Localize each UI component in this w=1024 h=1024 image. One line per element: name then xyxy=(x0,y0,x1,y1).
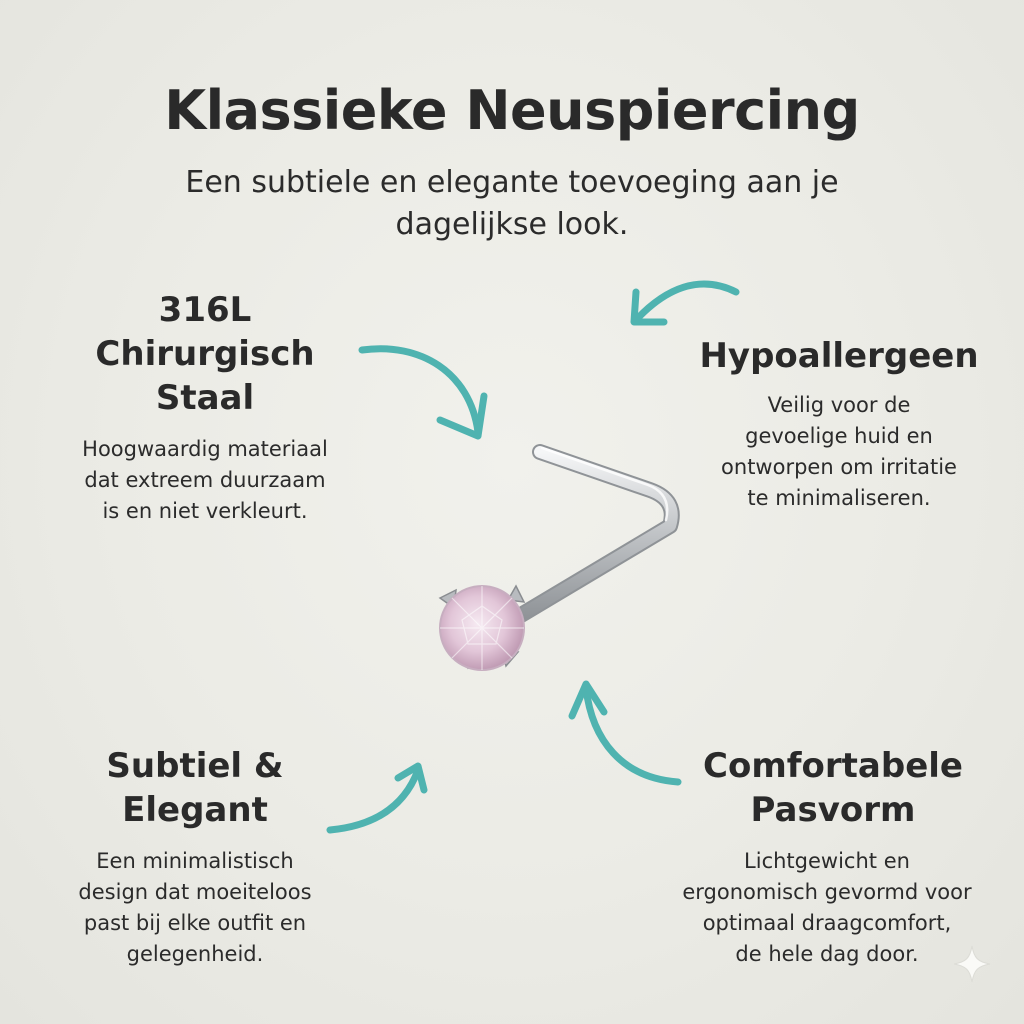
desc-line: de hele dag door. xyxy=(735,942,919,966)
title-line: Chirurgisch xyxy=(95,334,315,374)
desc-line: Lichtgewicht en xyxy=(744,849,910,873)
desc-line: dat extreem duurzaam xyxy=(84,468,326,492)
title-line: Comfortabele xyxy=(703,746,963,786)
subtitle-line: dagelijkse look. xyxy=(395,207,629,242)
desc-line: Hoogwaardig materiaal xyxy=(82,437,328,461)
page-title: Klassieke Neuspiercing xyxy=(164,79,860,142)
desc-line: gevoelige huid en xyxy=(745,424,933,448)
desc-line: ontworpen om irritatie xyxy=(721,455,957,479)
curved-arrow-icon xyxy=(330,766,424,830)
title-line: Elegant xyxy=(122,790,268,830)
desc-line: optimaal draagcomfort, xyxy=(702,911,952,935)
nose-stud-image xyxy=(420,430,700,700)
sparkle-icon xyxy=(952,944,992,984)
desc-line: design dat moeiteloos xyxy=(78,880,312,904)
desc-line: Een minimalistisch xyxy=(96,849,294,873)
desc-line: te minimaliseren. xyxy=(747,486,931,510)
desc-line: Veilig voor de xyxy=(767,393,911,417)
subtitle-line: Een subtiele en elegante toevoeging aan je xyxy=(185,165,839,200)
curved-arrow-icon xyxy=(362,349,484,436)
title-line: Staal xyxy=(155,378,255,418)
desc-line: past bij elke outfit en xyxy=(83,911,307,935)
title-line: Pasvorm xyxy=(750,790,916,830)
title-line: 316L xyxy=(158,290,252,330)
curved-arrow-icon xyxy=(634,284,736,322)
desc-line: gelegenheid. xyxy=(126,942,264,966)
desc-line: ergonomisch gevormd voor xyxy=(682,880,972,904)
title-line: Hypoallergeen xyxy=(699,336,979,376)
desc-line: is en niet verkleurt. xyxy=(102,499,308,523)
title-line: Subtiel & xyxy=(106,746,284,786)
